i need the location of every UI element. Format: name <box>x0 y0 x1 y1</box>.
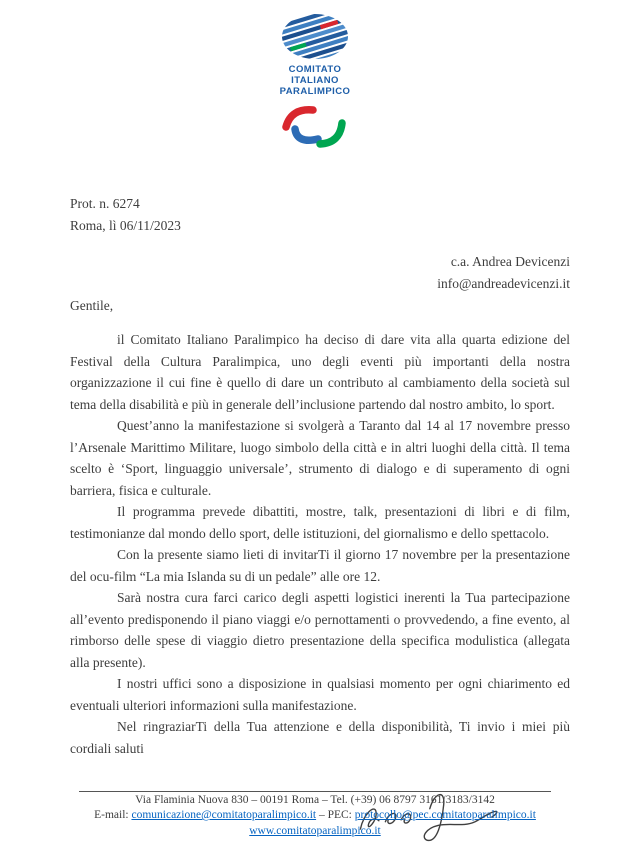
globe-logo-icon <box>281 13 349 60</box>
letter-meta <box>70 193 570 237</box>
org-name-line-2: ITALIANO <box>291 75 339 86</box>
footer-pec-link[interactable]: protocollo@pec.comitatoparalimpico.it <box>354 809 536 821</box>
recipient-attention: c.a. Andrea Devicenzi <box>450 254 570 269</box>
footer-website-link[interactable]: www.comitatoparalimpico.it <box>249 824 381 837</box>
letter-body <box>70 329 570 759</box>
letter-footer <box>0 791 630 840</box>
recipient-email: info@andreadevicenzi.it <box>437 276 570 291</box>
paragraph: Nel ringraziarTi della Tua attenzione e della disponibilità, Ti invio i miei più cordiali saluti <box>70 719 570 756</box>
paragraph: Il programma prevede dibattiti, mostre, talk, presentazioni di libri e di film, testimonianze dal mondo dello sport, delle istituzioni, del giornalismo e dello spettacolo. <box>70 504 570 541</box>
salutation: Gentile, <box>70 298 114 313</box>
org-name <box>0 64 630 97</box>
paralympic-agitos-icon <box>278 103 352 149</box>
footer-pec-label: – PEC: <box>316 809 355 821</box>
recipient-block <box>0 251 570 295</box>
place-date: Roma, lì 06/11/2023 <box>70 218 181 233</box>
cip-logo <box>0 0 630 149</box>
paragraph: il Comitato Italiano Paralimpico ha deciso di dare vita alla quarta edizione del Festival della Cultura Paralimpica, uno degli eventi più importanti della nostra organizzazione il cui fine è quello di dare un contributo al cambiamento della società sul tema della disabilità e più in generale dell’inclusione partendo dal nostro ambito, lo sport. <box>70 332 570 412</box>
org-name-line-1: COMITATO <box>288 64 342 75</box>
footer-contacts <box>0 808 630 824</box>
footer-address: Via Flaminia Nuova 830 – 00191 Roma – Tel. (+39) 06 8797 3161/3183/3142 <box>135 793 495 806</box>
paragraph: Con la presente siamo lieti di invitarTi il giorno 17 novembre per la presentazione del ocu-film “La mia Islanda su di un pedale” alle ore 12. <box>70 547 570 584</box>
paragraph: Sarà nostra cura farci carico degli aspetti logistici inerenti la Tua partecipazione all’evento predisponendo il piano viaggi e/o pernottamenti o provvedendo, a fine evento, al rimborso delle spese di viaggio dietro presentazione della specifica modulistica (allegata alla presente). <box>70 590 570 670</box>
protocol-number: Prot. n. 6274 <box>70 196 140 211</box>
paragraph: I nostri uffici sono a disposizione in qualsiasi momento per ogni chiarimento ed eventuali ulteriori informazioni sulla manifestazione. <box>70 676 570 713</box>
footer-divider <box>79 791 551 792</box>
footer-email-label: E-mail: <box>94 809 132 821</box>
org-name-line-3: PARALIMPICO <box>279 86 351 97</box>
paragraph: Quest’anno la manifestazione si svolgerà a Taranto dal 14 al 17 novembre presso l’Arsenale Marittimo Militare, luogo simbolo della città e in altri luoghi della città. Il tema scelto è ‘Sport, linguaggio universale’, strumento di dialogo e di superamento di ogni barriera, fisica e culturale. <box>70 418 570 498</box>
footer-email-link[interactable]: comunicazione@comitatoparalimpico.it <box>131 809 317 821</box>
